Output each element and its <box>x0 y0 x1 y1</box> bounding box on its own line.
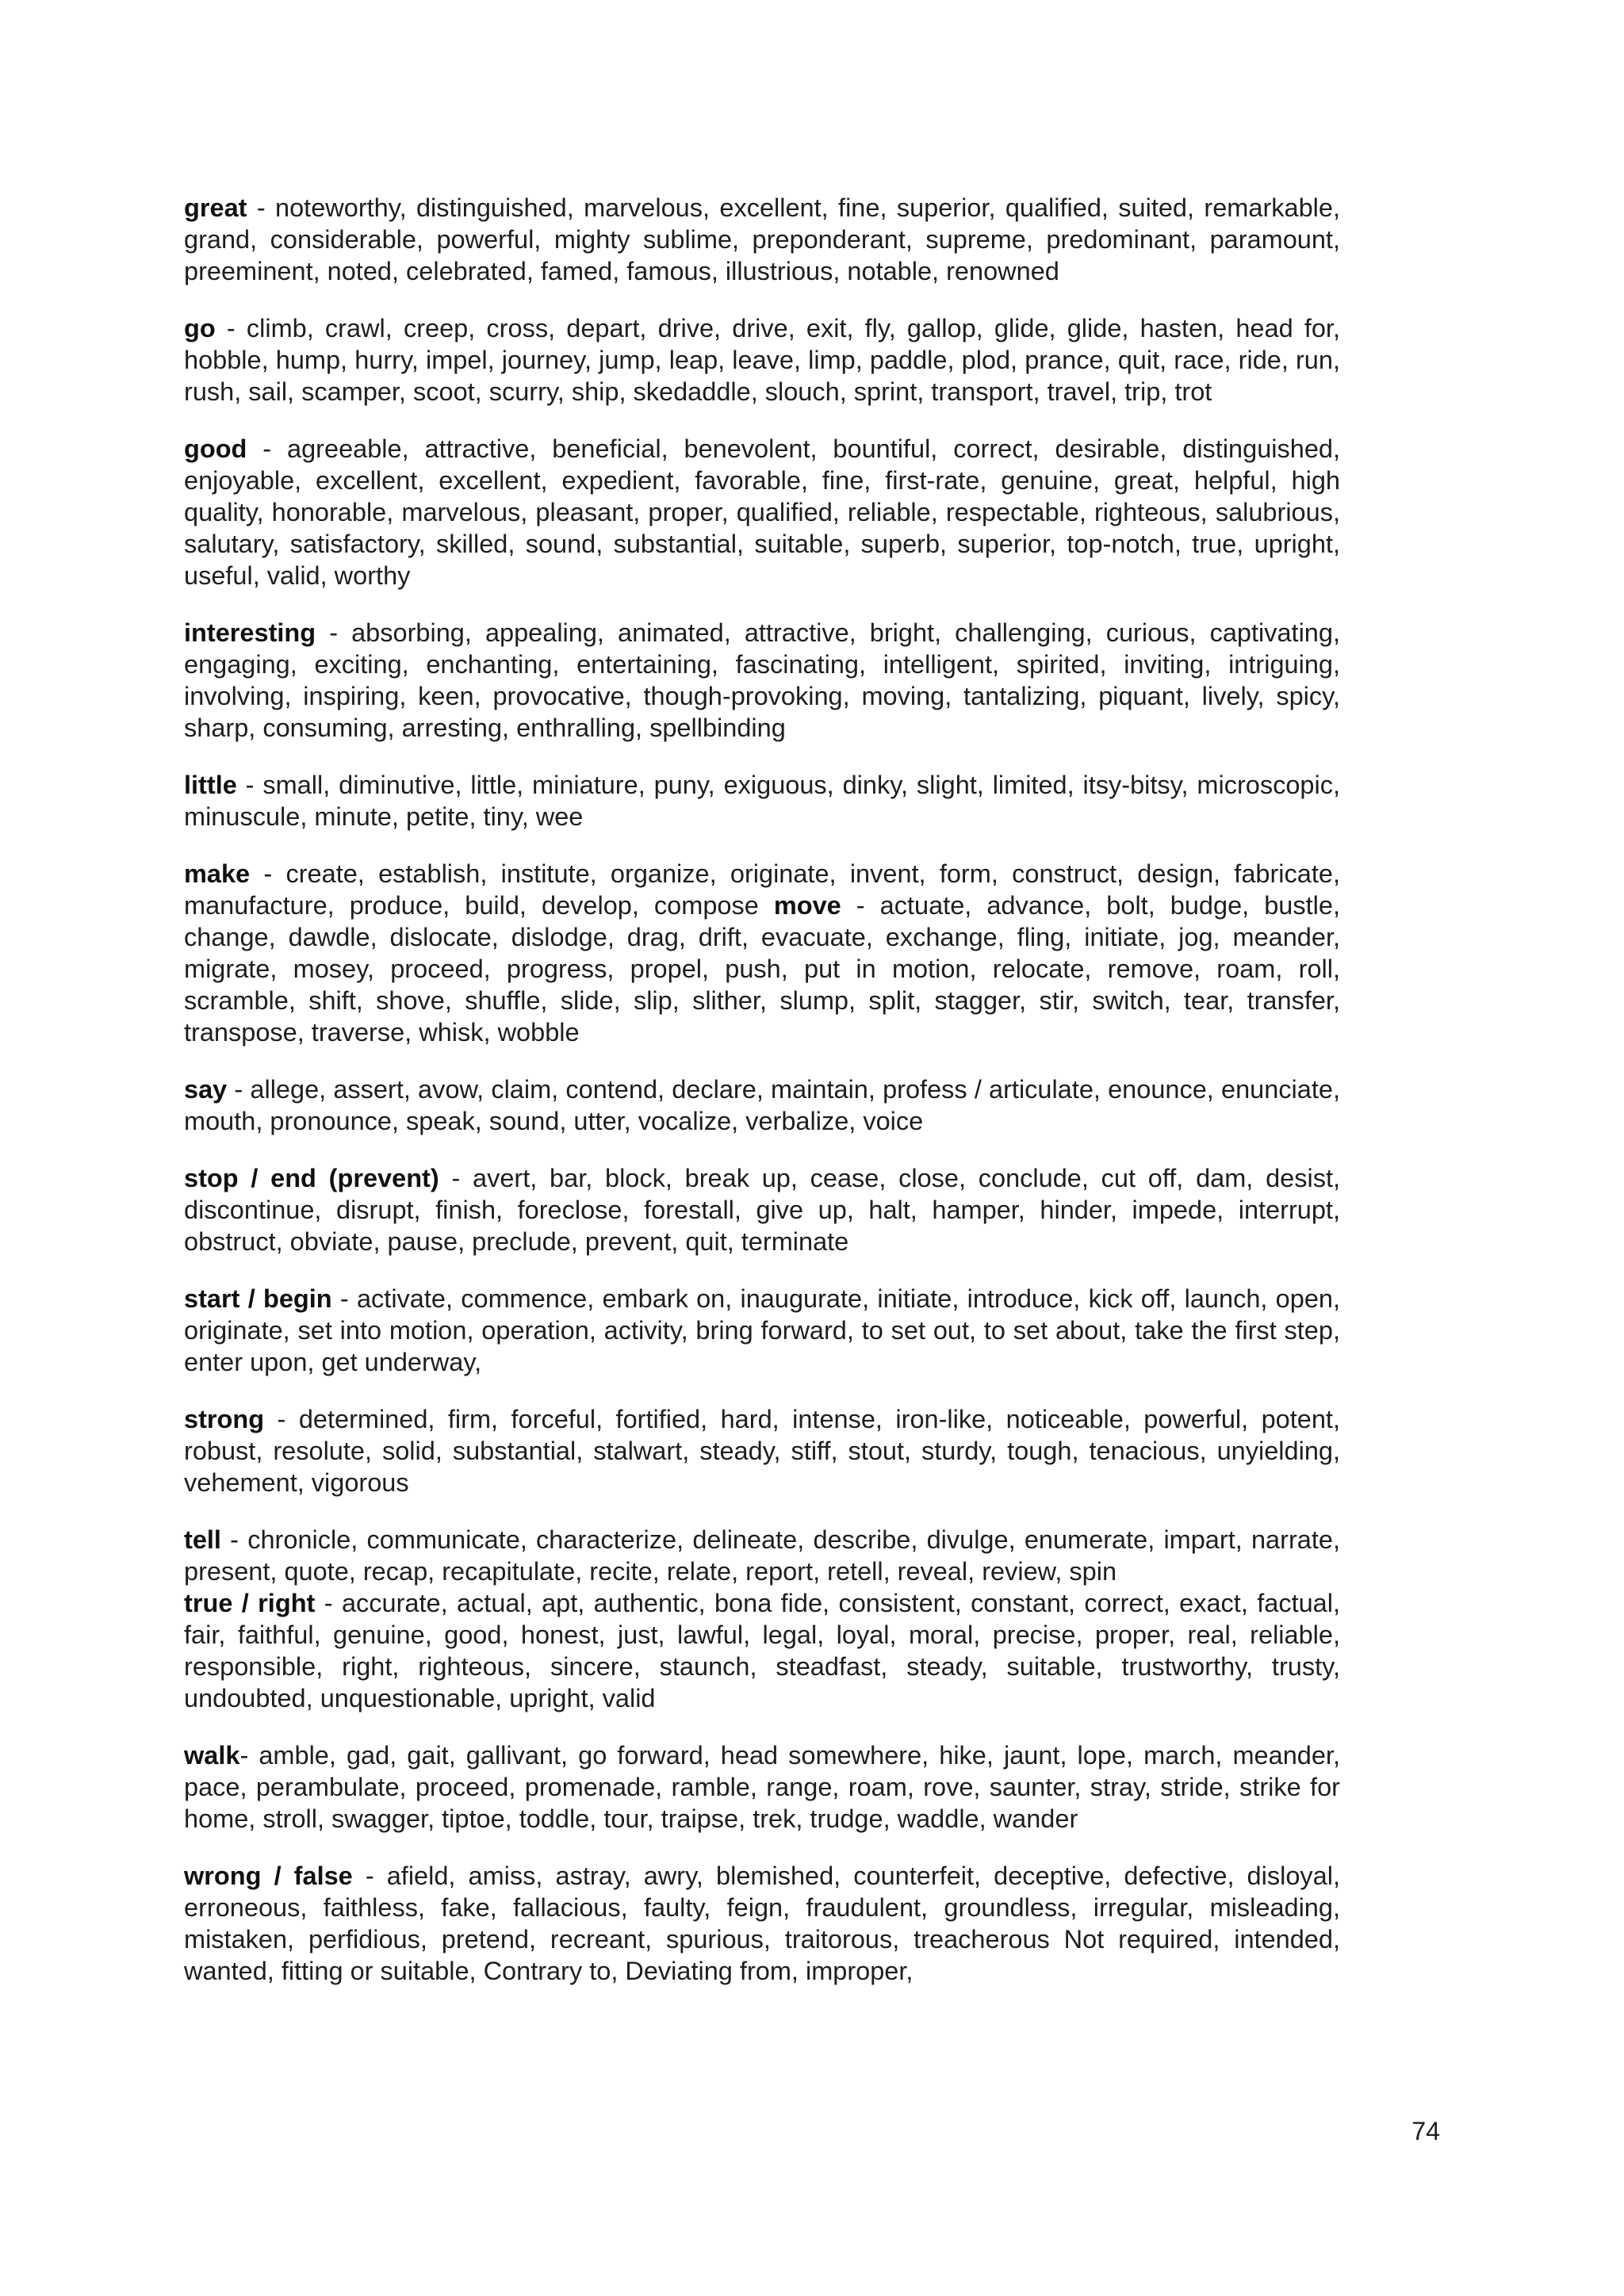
entry-little <box>184 769 1340 832</box>
entry-synonyms: afield, amiss, astray, awry, blemished, counterfeit, deceptive, defective, disloyal, erroneous, faithless, fake, fallacious, faulty, feign, fraudulent, groundless, irregular, misleading, mistaken, perfidious, pretend, recreant, spurious, traitorous, treacherous Not required, intended, wanted, fitting or suitable, Contrary to, Deviating from, improper, <box>184 1862 1340 1985</box>
entry-separator: - <box>315 1589 342 1617</box>
entry-separator: - <box>841 891 880 920</box>
entry-term: go <box>184 314 216 342</box>
entry-separator: - <box>239 1741 259 1770</box>
entry-synonyms: allege, assert, avow, claim, contend, declare, maintain, profess / articulate, enounce, enunciate, mouth, pronounce, speak, sound, utter, vocalize, verbalize, voice <box>184 1075 1340 1135</box>
entry-walk <box>184 1739 1340 1835</box>
entry-term: good <box>184 434 247 463</box>
entry-synonyms: small, diminutive, little, miniature, puny, exiguous, dinky, slight, limited, itsy-bitsy, microscopic, minuscule, minute, petite, tiny, wee <box>184 771 1340 831</box>
entry-synonyms: noteworthy, distinguished, marvelous, excellent, fine, superior, qualified, suited, remarkable, grand, considerable, powerful, mighty sublime, preponderant, supreme, predominant, paramount, preeminent, noted, celebrated, famed, famous, illustrious, notable, renowned <box>184 193 1340 285</box>
entry-separator: - <box>220 1525 248 1554</box>
entry-term: strong <box>184 1405 265 1433</box>
entry-good <box>184 433 1340 591</box>
entry-term-secondary: true / right <box>184 1589 316 1617</box>
entry-term: say <box>184 1075 228 1104</box>
entry-go <box>184 312 1340 408</box>
entry-term: start / begin <box>184 1284 332 1313</box>
entry-great <box>184 192 1340 287</box>
entry-synonyms: determined, firm, forceful, fortified, hard, intense, iron-like, noticeable, powerful, potent, robust, resolute, solid, substantial, stalwart, steady, stiff, stout, sturdy, tough, tenacious, unyielding, vehement, vigorous <box>184 1405 1340 1497</box>
entry-term-secondary: move <box>773 891 841 920</box>
entry-term: walk <box>184 1741 240 1770</box>
entry-separator: - <box>227 1075 251 1104</box>
entry-term: tell <box>184 1525 221 1554</box>
entry-synonyms: avert, bar, block, break up, cease, close, conclude, cut off, dam, desist, discontinue, disrupt, finish, foreclose, forestall, give up, halt, hamper, hinder, impede, interrupt, obstruct, obviate, pause, preclude, prevent, quit, terminate <box>184 1164 1341 1256</box>
entry-separator: - <box>264 1405 299 1433</box>
entry-separator: - <box>316 618 352 647</box>
entry-synonyms: absorbing, appealing, animated, attractive, bright, challenging, curious, captivating, engaging, exciting, enchanting, entertaining, fascinating, intelligent, spirited, inviting, intriguing, involving, inspiring, keen, provocative, though-provoking, moving, tantalizing, piquant, lively, spicy, sharp, consuming, arresting, enthralling, spellbinding <box>184 618 1340 742</box>
entry-say <box>184 1073 1340 1137</box>
entry-tell-true <box>184 1524 1340 1714</box>
entry-term: interesting <box>184 618 316 647</box>
entry-separator: - <box>331 1284 357 1313</box>
entry-start-begin <box>184 1283 1340 1378</box>
entry-separator: - <box>439 1164 473 1192</box>
entry-synonyms: create, establish, institute, organize, originate, invent, form, construct, design, fabricate, manufacture, produce, build, develop, compose <box>184 859 1340 920</box>
entry-wrong-false <box>184 1860 1340 1987</box>
entry-separator: - <box>247 434 288 463</box>
entry-term: make <box>184 859 251 888</box>
entry-separator: - <box>247 193 276 222</box>
entry-term: great <box>184 193 247 222</box>
entry-separator: - <box>352 1862 387 1890</box>
entry-term: wrong / false <box>184 1862 353 1890</box>
entry-synonyms: activate, commence, embark on, inaugurate, initiate, introduce, kick off, launch, open, originate, set into motion, operation, activity, bring forward, to set out, to set about, take the first step, enter upon, get underway, <box>184 1284 1341 1376</box>
entry-separator: - <box>215 314 247 342</box>
entry-synonyms: chronicle, communicate, characterize, delineate, describe, divulge, enumerate, impart, narrate, present, quote, recap, recapitulate, recite, relate, report, retell, reveal, review, spin <box>184 1525 1340 1586</box>
entry-synonyms: agreeable, attractive, beneficial, benevolent, bountiful, correct, desirable, distinguished, enjoyable, excellent, excellent, expedient, favorable, fine, first-rate, genuine, great, helpful, high quality, honorable, marvelous, pleasant, proper, qualified, reliable, respectable, righteous, salubrious, salutary, satisfactory, skilled, sound, substantial, suitable, superb, superior, top-notch, true, upright, useful, valid, worthy <box>184 434 1340 590</box>
entry-separator: - <box>250 859 286 888</box>
word-list <box>184 192 1340 2012</box>
entry-strong <box>184 1403 1340 1498</box>
entry-stop-end <box>184 1162 1340 1257</box>
entry-interesting <box>184 617 1340 744</box>
entry-synonyms: amble, gad, gait, gallivant, go forward, head somewhere, hike, jaunt, lope, march, meander, pace, perambulate, proceed, promenade, ramble, range, roam, rove, saunter, stray, stride, strike for home, stroll, swagger, tiptoe, toddle, tour, traipse, trek, trudge, waddle, wander <box>184 1741 1340 1833</box>
entry-term: stop / end (prevent) <box>184 1164 439 1192</box>
entry-synonyms-secondary: actuate, advance, bolt, budge, bustle, change, dawdle, dislocate, dislodge, drag, drift, evacuate, exchange, fling, initiate, jog, meander, migrate, mosey, proceed, progress, propel, push, put in motion, relocate, remove, roam, roll, scramble, shift, shove, shuffle, slide, slip, slither, slump, split, stagger, stir, switch, tear, transfer, transpose, traverse, whisk, wobble <box>184 891 1340 1047</box>
page-number: 74 <box>1411 2117 1440 2145</box>
entry-synonyms: climb, crawl, creep, cross, depart, drive, drive, exit, fly, gallop, glide, glide, hasten, head for, hobble, hump, hurry, impel, journey, jump, leap, leave, limp, paddle, plod, prance, quit, race, ride, run, rush, sail, scamper, scoot, scurry, ship, skedaddle, slouch, sprint, transport, travel, trip, trot <box>184 314 1340 406</box>
entry-synonyms-secondary: accurate, actual, apt, authentic, bona fide, consistent, constant, correct, exact, factual, fair, faithful, genuine, good, honest, just, lawful, legal, loyal, moral, precise, proper, real, reliable, responsible, right, righteous, sincere, staunch, steadfast, steady, suitable, trustworthy, trusty, undoubted, unquestionable, upright, valid <box>184 1589 1340 1712</box>
entry-make-move <box>184 858 1340 1048</box>
entry-term: little <box>184 771 237 799</box>
entry-separator: - <box>236 771 263 799</box>
